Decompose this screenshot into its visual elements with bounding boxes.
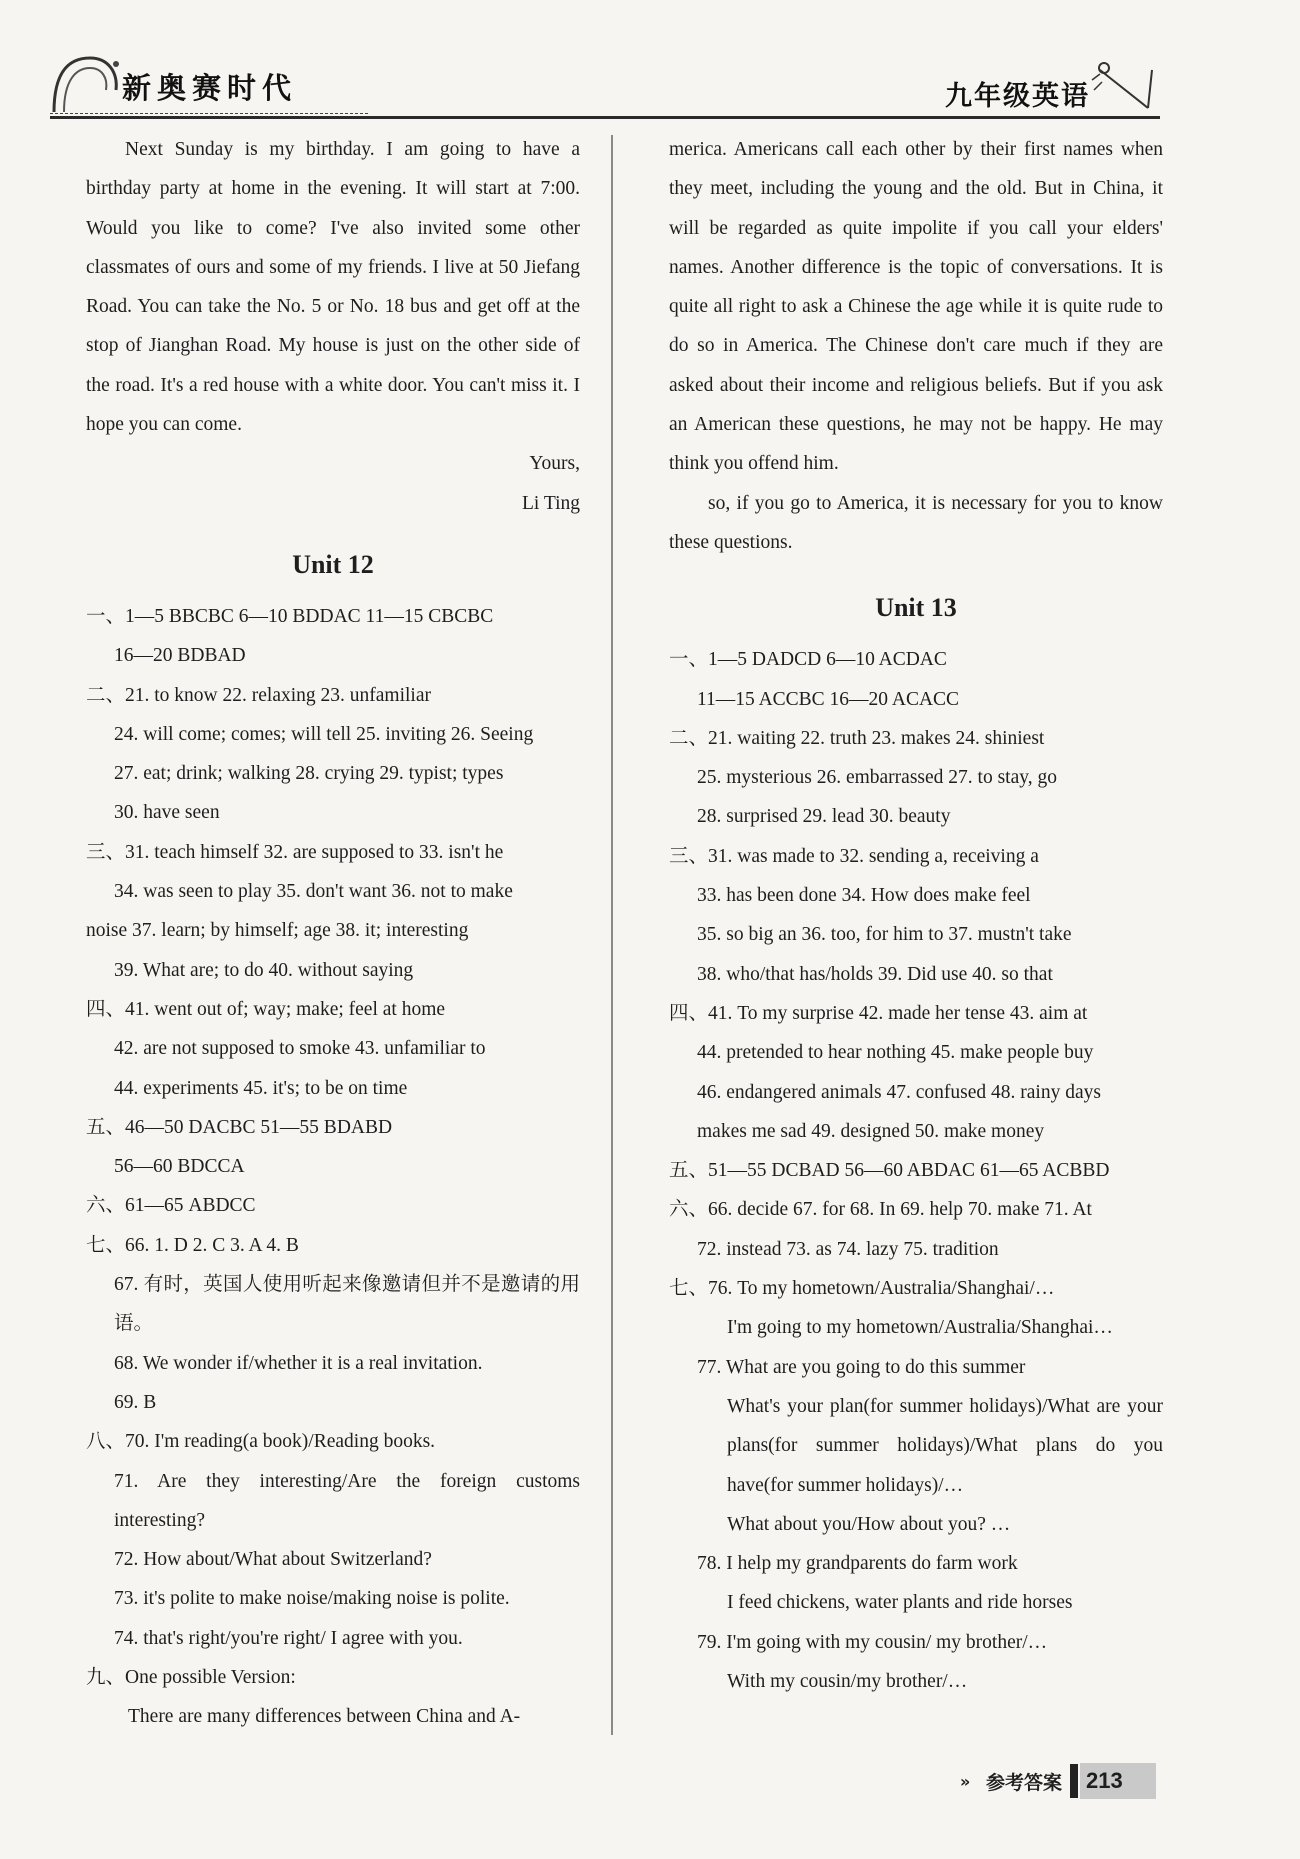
series-title: 新奥赛时代 <box>122 71 298 105</box>
answer-line: 46. endangered animals 47. confused 48. rainy days <box>697 1081 1101 1103</box>
series-logo <box>50 50 370 112</box>
answer-line: 68. We wonder if/whether it is a real invitation. <box>114 1352 483 1374</box>
answer-line: 44. pretended to hear nothing 45. make people buy <box>697 1042 1094 1064</box>
column-divider <box>611 135 613 1735</box>
page-footer <box>960 1760 1160 1804</box>
answer-line: 八、70. I'm reading(a book)/Reading books. <box>86 1431 436 1453</box>
answer-line: 69. B <box>114 1391 157 1413</box>
answer-line: 74. that's right/you're right/ I agree with you. <box>114 1627 463 1649</box>
essay-paragraph: merica. Americans call each other by their first names when they meet, including the young and the old. But in China, it will be regarded as quite impolite if you call your elders' names. Another difference is the topic of conversations. It is quite all right to ask a Chinese the age while it is quite rude to do so in America. The Chinese don't care much if they are asked about their income and religious beliefs. But if you ask an American these questions, he may not be happy. He may think you offend him. <box>669 139 1163 475</box>
invitation-letter: Next Sunday is my birthday. I am going to have a birthday party at home in the evening. It will start at 7:00. Would you like to come? I've also invited some other classmates of ours and some of my friends. I live at 50 Jiefang Road. You can take the No. 5 or No. 18 bus and get off at the stop of Jianghan Road. My house is just on the other side of the road. It's a red house with a white door. You can't miss it. I hope you can come. <box>86 139 580 436</box>
answer-line: 79. I'm going with my cousin/ my brother/… <box>697 1631 1048 1653</box>
answer-line: 16—20 BDBAD <box>114 645 246 667</box>
answer-line: I feed chickens, water plants and ride horses <box>727 1592 1073 1614</box>
answer-line: 42. are not supposed to smoke 43. unfamiliar to <box>114 1038 486 1060</box>
essay-first-line: There are many differences between China and A- <box>128 1706 521 1728</box>
answer-line: 25. mysterious 26. embarrassed 27. to stay, go <box>697 767 1057 789</box>
answer-line: 九、One possible Version: <box>86 1666 296 1688</box>
answer-line: noise 37. learn; by himself; age 38. it; interesting <box>86 920 469 942</box>
answer-line: 77. What are you going to do this summer <box>697 1356 1026 1378</box>
answer-line: 三、31. was made to 32. sending a, receiving a <box>669 845 1039 867</box>
answer-line: What's your plan(for summer holidays)/What are your plans(for summer holidays)/What plans do you have(for summer holidays)/… <box>727 1395 1163 1496</box>
answer-line: 五、51—55 DCBAD 56—60 ABDAC 61—65 ACBBD <box>669 1160 1110 1182</box>
answer-line: 27. eat; drink; walking 28. crying 29. typist; types <box>114 763 504 785</box>
answer-line: 71. Are they interesting/Are the foreign customs interesting? <box>114 1470 580 1531</box>
answer-line: 39. What are; to do 40. without saying <box>114 959 414 981</box>
pen-sketch-icon <box>1090 50 1160 120</box>
answer-line: 二、21. to know 22. relaxing 23. unfamiliar <box>86 684 431 706</box>
answer-line: 一、1—5 DADCD 6—10 ACDAC <box>669 649 947 671</box>
essay-conclusion: so, if you go to America, it is necessary for you to know these questions. <box>669 492 1163 553</box>
answer-line: 四、41. went out of; way; make; feel at home <box>86 998 446 1020</box>
answer-line: 38. who/that has/holds 39. Did use 40. so that <box>697 963 1053 985</box>
answer-line: 24. will come; comes; will tell 25. inviting 26. Seeing <box>114 723 534 745</box>
answer-line: 28. surprised 29. lead 30. beauty <box>697 806 951 828</box>
answer-line: 七、76. To my hometown/Australia/Shanghai/… <box>669 1278 1055 1300</box>
letter-closing: Yours, <box>529 453 580 475</box>
footer-label: 参考答案 <box>986 1772 1063 1794</box>
answer-line: 72. How about/What about Switzerland? <box>114 1549 432 1571</box>
answer-line: makes me sad 49. designed 50. make money <box>697 1120 1045 1142</box>
page-number: 213 <box>1080 1763 1156 1799</box>
answer-line: 三、31. teach himself 32. are supposed to 33. isn't he <box>86 841 504 863</box>
answer-line: 11—15 ACCBC 16—20 ACACC <box>697 688 960 710</box>
page-header <box>50 50 1160 120</box>
right-column <box>669 130 1163 1701</box>
answer-line: 七、66. 1. D 2. C 3. A 4. B <box>86 1234 299 1256</box>
answer-line: 56—60 BDCCA <box>114 1156 245 1178</box>
answer-line: I'm going to my hometown/Australia/Shanghai… <box>727 1317 1113 1339</box>
answer-line: 一、1—5 BBCBC 6—10 BDDAC 11—15 CBCBC <box>86 605 494 627</box>
answer-line: 二、21. waiting 22. truth 23. makes 24. shiniest <box>669 727 1045 749</box>
answer-line: 44. experiments 45. it's; to be on time <box>114 1077 408 1099</box>
left-column <box>86 130 580 1737</box>
answer-line: 六、66. decide 67. for 68. In 69. help 70. make 71. At <box>669 1199 1092 1221</box>
footer-bar <box>1070 1764 1078 1798</box>
answer-line: 五、46—50 DACBC 51—55 BDABD <box>86 1116 393 1138</box>
answer-line: 四、41. To my surprise 42. made her tense 43. aim at <box>669 1002 1088 1024</box>
answer-line: 六、61—65 ABDCC <box>86 1195 256 1217</box>
answer-line: 67. 有时，英国人使用听起来像邀请但并不是邀请的用语。 <box>114 1274 580 1335</box>
answer-line: 78. I help my grandparents do farm work <box>697 1553 1018 1575</box>
answer-line: 34. was seen to play 35. don't want 36. not to make <box>114 881 513 903</box>
answer-line: With my cousin/my brother/… <box>727 1670 968 1692</box>
unit-13-title: Unit 13 <box>875 593 957 623</box>
answer-line: 30. have seen <box>114 802 220 824</box>
answer-line: 72. instead 73. as 74. lazy 75. tradition <box>697 1238 999 1260</box>
header-rule <box>50 116 1160 119</box>
answer-line: What about you/How about you? … <box>727 1513 1011 1535</box>
subject-title: 九年级英语 <box>945 81 1090 112</box>
double-arrow-icon: » <box>960 1772 971 1791</box>
answer-line: 33. has been done 34. How does make feel <box>697 885 1031 907</box>
answer-line: 35. so big an 36. too, for him to 37. mustn't take <box>697 924 1072 946</box>
unit-12-title: Unit 12 <box>292 549 374 579</box>
letter-signature: Li Ting <box>522 492 580 514</box>
answer-line: 73. it's polite to make noise/making noise is polite. <box>114 1588 510 1610</box>
